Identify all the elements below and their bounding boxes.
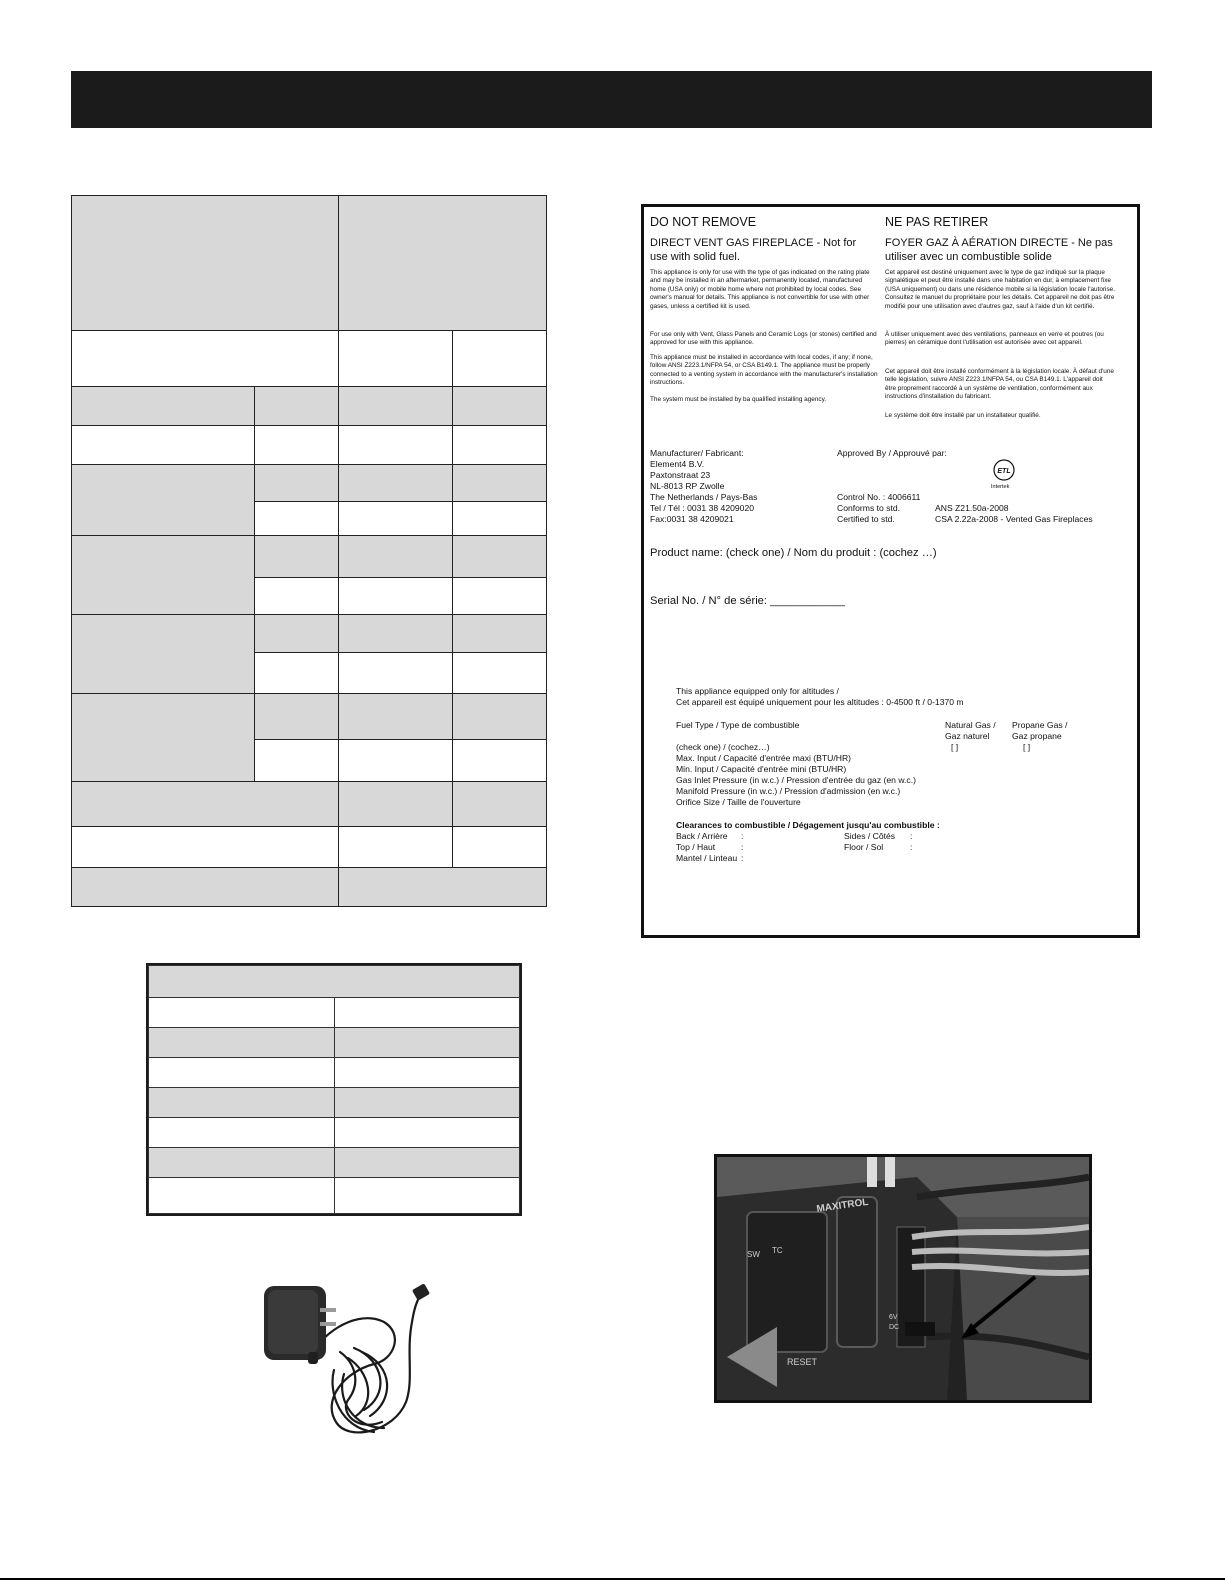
- intertek-label: Intertek: [991, 484, 1010, 490]
- table-cell: [148, 1027, 335, 1058]
- spec-cell: [254, 425, 339, 465]
- table-cell: [148, 1147, 335, 1178]
- spec-cell: [452, 577, 547, 615]
- spec-cell: [71, 425, 255, 465]
- spec-cell: [452, 464, 547, 502]
- fr-paragraph-3: Cet appareil doit être installé conformément à la législation locale. À défaut d'une telle législation, suivre ANSI Z223.1/NFPA 54, ou CSA B149.1. L'appareil doit être proprement raccordé à un système de ventilation, conformément aux instructions d'installation du fabricant.: [885, 368, 1114, 401]
- spec-cell: [452, 425, 547, 465]
- min-input-label: Min. Input / Capacité d'entrée mini (BTU/HR): [676, 764, 847, 774]
- spec-cell: [452, 781, 547, 827]
- spec-cell: [338, 535, 453, 578]
- max-input-label: Max. Input / Capacité d'entrée maxi (BTU/HR): [676, 753, 852, 763]
- propane-gas-label-fr: Gaz propane: [1012, 731, 1062, 741]
- table-cell: [148, 997, 335, 1028]
- manufacturer-fax: Fax:0031 38 4209021: [650, 514, 734, 524]
- spec-cell: [338, 739, 453, 782]
- en-heading: DIRECT VENT GAS FIREPLACE - Not for use with solid fuel.: [650, 237, 857, 263]
- spec-cell: [452, 739, 547, 782]
- manufacturer-tel: Tel / Tél : 0031 38 4209020: [650, 503, 755, 513]
- conforms-label: Conforms to std.: [837, 503, 901, 513]
- section-header-bar: [71, 71, 1152, 128]
- rating-plate: [641, 204, 1140, 938]
- en-paragraph-4: The system must be installed by ba qualified installing agency.: [650, 396, 827, 403]
- page-bottom-rule: [0, 1578, 1225, 1580]
- manufacturer-name: Element4 B.V.: [650, 459, 705, 469]
- maxitrol-brand-text: MAXITROL: [815, 1196, 870, 1215]
- table-cell: [334, 1087, 520, 1118]
- spec-cell: [338, 614, 453, 653]
- spec-cell: [71, 195, 339, 331]
- spec-cell: [452, 330, 547, 387]
- en-paragraph-2: For use only with Vent, Glass Panels and Ceramic Logs (or stones) certified and approved for use with this appliance.: [650, 331, 877, 347]
- table-cell: [148, 1117, 335, 1148]
- check-one-label: (check one) / (cochez…): [676, 742, 770, 752]
- spec-cell: [452, 614, 547, 653]
- etl-logo-icon: [986, 458, 1022, 486]
- clearances-heading: Clearances to combustible / Dégagement jusqu'au combustible :: [676, 820, 940, 830]
- control-module-photo: [714, 1154, 1092, 1403]
- spec-cell: [452, 535, 547, 578]
- spec-cell: [254, 386, 339, 426]
- spec-cell: [254, 614, 339, 653]
- altitude-line-2: Cet appareil est équipé uniquement pour les altitudes : 0-4500 ft / 0-1370 m: [676, 697, 964, 707]
- spec-cell: [338, 425, 453, 465]
- spec-cell: [338, 464, 453, 502]
- etl-mark-text: ETL: [997, 468, 1011, 475]
- secondary-table: [146, 963, 522, 1216]
- spec-cell: [452, 693, 547, 740]
- back-label: Back / Arrière: [676, 831, 728, 841]
- spec-cell: [338, 826, 453, 868]
- spec-cell: [338, 693, 453, 740]
- spec-cell: [452, 826, 547, 868]
- spec-cell: [71, 826, 339, 868]
- control-no: Control No. : 4006611: [837, 492, 921, 502]
- spec-cell: [338, 386, 453, 426]
- mantel-colon: :: [741, 853, 744, 863]
- table-cell: [334, 1117, 520, 1148]
- altitude-line-1: This appliance equipped only for altitudes /: [676, 686, 839, 696]
- approved-by-label: Approved By / Approuvé par:: [837, 448, 947, 458]
- spec-cell: [338, 501, 453, 536]
- spec-cell: [338, 867, 547, 907]
- spec-cell: [254, 693, 339, 740]
- spec-cell: [338, 195, 547, 331]
- power-adapter-image: [244, 1282, 444, 1445]
- table-cell: [148, 1177, 335, 1214]
- 6v-label: 6V: [889, 1314, 898, 1321]
- orifice-size-label: Orifice Size / Taille de l'ouverture: [676, 797, 801, 807]
- spec-cell: [71, 535, 255, 615]
- tc-label: TC: [772, 1246, 783, 1255]
- floor-label: Floor / Sol: [844, 842, 884, 852]
- manufacturer-city: NL-8013 RP Zwolle: [650, 481, 725, 491]
- floor-colon: :: [910, 842, 913, 852]
- sides-colon: :: [910, 831, 913, 841]
- spec-cell: [452, 386, 547, 426]
- certified-label: Certified to std.: [837, 514, 895, 524]
- sides-label: Sides / Côtés: [844, 831, 896, 841]
- manufacturer-street: Paxtonstraat 23: [650, 470, 711, 480]
- spec-cell: [71, 330, 339, 387]
- serial-no-line: Serial No. / N° de série: ____________: [650, 595, 845, 607]
- fuel-type-label: Fuel Type / Type de combustible: [676, 720, 800, 730]
- spec-cell: [71, 867, 339, 907]
- manufacturer-label: Manufacturer/ Fabricant:: [650, 448, 744, 458]
- spec-cell: [254, 464, 339, 502]
- spec-cell: [254, 577, 339, 615]
- certified-value: CSA 2.22a-2008 - Vented Gas Fireplaces: [935, 514, 1093, 524]
- spec-cell: [452, 501, 547, 536]
- en-paragraph-3: This appliance must be installed in accordance with local codes, if any; if none, follow ANSI Z223.1/NFPA 54, or CSA B149.1. The appliance must be properly connected to a venting system in accordance with the manufacturer's installation instructions.: [650, 354, 878, 387]
- table-cell: [334, 1057, 520, 1088]
- manifold-pressure-label: Manifold Pressure (in w.c.) / Pression d'admission (en w.c.): [676, 786, 901, 796]
- product-name-line: Product name: (check one) / Nom du produit : (cochez …): [650, 547, 937, 559]
- natural-gas-label: Natural Gas /: [945, 720, 996, 730]
- spec-cell: [71, 386, 255, 426]
- manufacturer-country: The Netherlands / Pays-Bas: [650, 492, 758, 502]
- do-not-remove-heading: DO NOT REMOVE: [650, 215, 757, 229]
- ne-pas-retirer-heading: NE PAS RETIRER: [885, 215, 989, 229]
- natural-gas-checkbox: [ ]: [951, 742, 959, 752]
- spec-cell: [338, 652, 453, 694]
- table-cell: [334, 1027, 520, 1058]
- fr-heading: FOYER GAZ À AÉRATION DIRECTE - Ne pas utiliser avec un combustible solide: [885, 237, 1113, 263]
- table-cell: [334, 1177, 520, 1214]
- table-cell: [334, 1147, 520, 1178]
- table-header-row: [148, 965, 520, 998]
- spec-cell: [71, 693, 255, 782]
- table-cell: [148, 1057, 335, 1088]
- spec-cell: [71, 781, 339, 827]
- natural-gas-label-fr: Gaz naturel: [945, 731, 990, 741]
- spec-cell: [338, 577, 453, 615]
- spec-cell: [254, 501, 339, 536]
- spec-cell: [254, 739, 339, 782]
- back-colon: :: [741, 831, 744, 841]
- propane-gas-checkbox: [ ]: [1023, 742, 1031, 752]
- fr-paragraph-2: À utiliser uniquement avec des ventilations, panneaux en verre et poutres (ou pierres) en céramique dont l'utilisation est autorisée avec cet appareil.: [885, 331, 1104, 347]
- propane-gas-label: Propane Gas /: [1012, 720, 1068, 730]
- table-cell: [148, 1087, 335, 1118]
- spec-cell: [71, 614, 255, 694]
- dc-label: DC: [889, 1324, 900, 1331]
- top-colon: :: [741, 842, 744, 852]
- spec-cell: [254, 652, 339, 694]
- spec-cell: [254, 535, 339, 578]
- fr-paragraph-4: Le système doit être installé par un installateur qualifié.: [885, 412, 1041, 419]
- reset-label: RESET: [787, 1357, 818, 1367]
- fr-paragraph-1: Cet appareil est destiné uniquement avec le type de gaz indiqué sur la plaque signalétique et peut être installé dans une habitation en dur, à emplacement fixe (USA uniquement) ou dans une résidence mobile si la législation locale l'autorise. Consultez le manuel du propriétaire pour les détails. Cet appareil ne doit pas être modifié pour une utilisation avec d'autres gaz, sauf à l'aide d'un kit certifié.: [885, 269, 1115, 310]
- spec-cell: [338, 781, 453, 827]
- en-paragraph-1: This appliance is only for use with the type of gas indicated on the rating plate and may be installed in an aftermarket, permanently located, manufactured home (USA only) or mobile home where not prohibited by local codes. See owner's manual for details. This appliance is not convertible for use with other gases, unless a certified kit is used.: [650, 269, 870, 310]
- spec-cell: [338, 330, 453, 387]
- conforms-value: ANS Z21.50a-2008: [935, 503, 1009, 513]
- spec-cell: [71, 464, 255, 536]
- sw-label: SW: [747, 1250, 760, 1259]
- inlet-pressure-label: Gas Inlet Pressure (in w.c.) / Pression d'entrée du gaz (en w.c.): [676, 775, 916, 785]
- spec-cell: [452, 652, 547, 694]
- table-cell: [334, 997, 520, 1028]
- mantel-label: Mantel / Linteau: [676, 853, 738, 863]
- top-label: Top / Haut: [676, 842, 716, 852]
